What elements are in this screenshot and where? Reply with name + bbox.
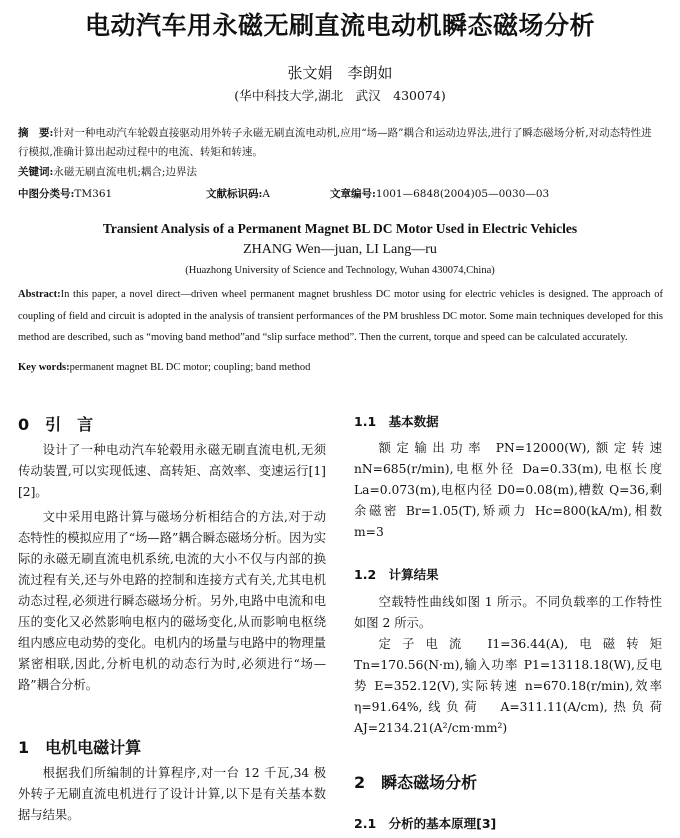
paper-title-en: Transient Analysis of a Permanent Magnet BL DC Motor Used in Electric Vehicles: [102, 221, 578, 236]
section-0-para-1: 设计了一种电动汽车轮毂用永磁无刷直流电机,无须传动装置,可以实现低速、高转矩、高效率、变速运行[1][2]。: [18, 443, 326, 499]
section-1-1-para-1: 额定输出功率 PN=12000(W),额定转速 nN=685(r/min),电枢外径 Da=0.33(m),电枢长度 La=0.073(m),电枢内径 D0=0.08(m),槽数 Q=36,剩余磁密 Br=1.05(T),矫顽力 Hc=800(kA/m),相数 m=3: [354, 441, 662, 539]
clc-number: 中图分类号:TM361: [18, 188, 113, 200]
paper-title-cn: 电动汽车用永磁无刷直流电动机瞬态磁场分析: [84, 11, 595, 40]
affiliation-cn: (华中科技大学,湖北 武汉 430074): [234, 88, 446, 103]
article-number: 文章编号:1001—6848(2004)05—0030—03: [330, 188, 550, 200]
section-0-para-2: 文中采用电路计算与磁场分析相结合的方法,对于动态特性的模拟应用了“场—路”耦合瞬态磁场分析。因为实际的永磁无刷直流电机系统,电流的大小不仅与内部的换流过程有关,还与外电路的控制和连接方式有关,尤其电机动态过程,必须进行瞬态磁场分析。另外,电路中电流和电压的变化又必然影响电枢内的磁场变化,从而影响电枢绕组内感应电动势的变化。电机内的场量与电路中的物理量紧密相联,因此,分析电机的动态行为时,必须进行“场—路”耦合分析。: [18, 510, 326, 692]
section-1-2-body: [354, 592, 662, 739]
section-1-1-heading: 1.1 基本数据: [354, 414, 439, 429]
section-1-2-para-2: 定子电流 I1=36.44(A),电磁转矩 Tn=170.56(N·m),输入功率 P1=13118.18(W),反电势 E=352.12(V),实际转速 n=670.18(r/min),效率 η=91.64%,线负荷 A=311.11(A/cm),热负荷 AJ=2134.21(A²/cm·mm²): [354, 637, 662, 735]
section-1-2-para-1: 空载特性曲线如图 1 所示。不同负载率的工作特性如图 2 所示。: [354, 595, 662, 630]
keywords-cn-text: 永磁无刷直流电机;耦合;边界法: [53, 166, 197, 178]
section-1-heading: 1 电机电磁计算: [18, 738, 142, 757]
abstract-cn-text: 针对一种电动汽车轮毂直接驱动用外转子永磁无刷直流电动机,应用“场—路”耦合和运动边界法,进行了瞬态磁场分析,对动态特性进行模拟,准确计算出起动过程中的电流、转矩和转速。: [18, 127, 652, 158]
section-1-para-1: 根据我们所编制的计算程序,对一台 12 千瓦,34 极外转子无刷直流电机进行了设计计算,以下是有关基本数据与结果。: [18, 766, 326, 822]
section-1-2-heading: 1.2 计算结果: [354, 567, 439, 582]
keywords-en-text: permanent magnet BL DC motor; coupling; band method: [69, 362, 311, 373]
abstract-en: [18, 284, 663, 349]
section-0-body: [18, 440, 326, 696]
affiliation-en: (Huazhong University of Science and Technology, Wuhan 430074,China): [185, 265, 495, 276]
keywords-cn: [18, 164, 662, 179]
keywords-en-label: Key words:: [18, 362, 70, 373]
section-0-heading: 0 引 言: [18, 415, 94, 434]
section-2-1-heading: 2.1 分析的基本原理[3]: [354, 816, 497, 831]
keywords-cn-label: 关键词:: [18, 166, 54, 178]
authors-cn: 张文娟 李朗如: [287, 64, 393, 82]
authors-en: ZHANG Wen—juan, LI Lang—ru: [243, 242, 437, 257]
section-1-body: [18, 763, 326, 826]
doc-code: 文献标识码:A: [206, 188, 270, 200]
abstract-en-text: In this paper, a novel direct—driven wheel permanent magnet brushless DC motor using for electric vehicles is designed. The approach of coupling of field and circuit is adopted in the analysis of transient performances of the PM brushless DC motor. Some main techniques developed for this method are described, such as “moving band method”and “slip surface method”. Then the current, torque and speed can be calculated accurately.: [18, 289, 663, 343]
abstract-cn-label: 摘 要:: [18, 127, 54, 139]
section-1-1-body: [354, 438, 662, 543]
keywords-en: [18, 362, 663, 373]
section-2-heading: 2 瞬态磁场分析: [354, 773, 478, 792]
abstract-cn: [18, 124, 662, 162]
abstract-en-label: Abstract:: [18, 289, 61, 300]
